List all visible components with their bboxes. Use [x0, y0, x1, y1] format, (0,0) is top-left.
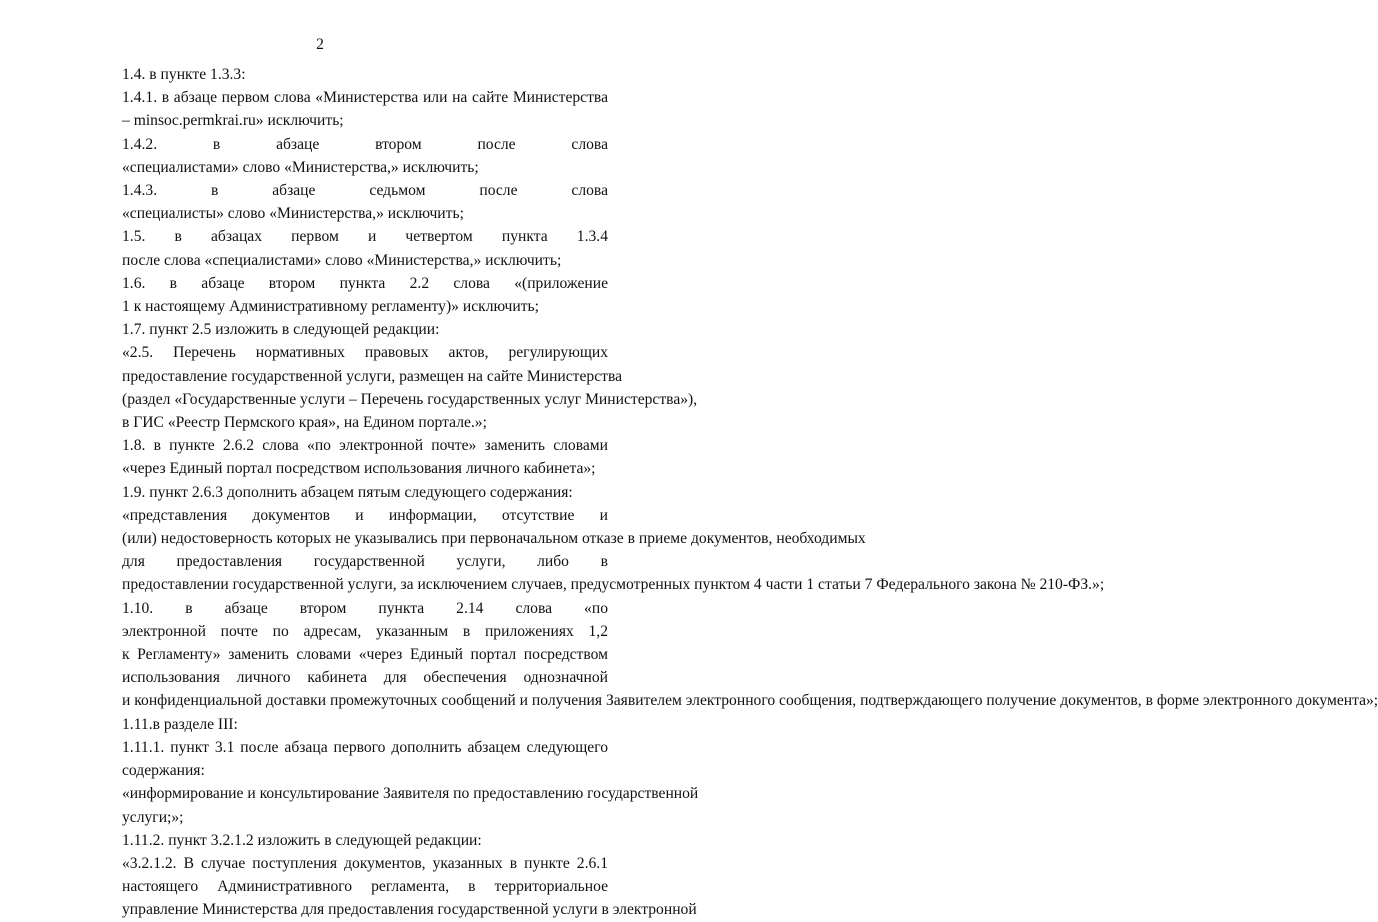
- text-line: – minsoc.permkrai.ru» исключить;: [122, 112, 344, 130]
- text-line: электронной почте по адресам, указанным в приложениях 1,2: [122, 622, 608, 640]
- text-line: 1.11.1. пункт 3.1 после абзаца первого дополнить абзацем следующего: [122, 738, 608, 756]
- text-line: и конфиденциальной доставки промежуточных сообщений и получения Заявителем электронного сообщения, подтверждающего получение документов, в форме электронного документа»;: [122, 692, 1378, 710]
- text-line: 1.6. в абзаце втором пункта 2.2 слова «(приложение: [122, 274, 608, 292]
- text-line: использования личного кабинета для обеспечения однозначной: [122, 669, 608, 687]
- text-line: предоставлении государственной услуги, за исключением случаев, предусмотренных пунктом 4 части 1 статьи 7 Федерального закона № 210-ФЗ.»;: [122, 576, 1105, 594]
- text-line: «специалистами» слово «Министерства,» исключить;: [122, 158, 479, 176]
- paragraph: [84, 272, 608, 318]
- text-line: предоставление государственной услуги, размещен на сайте Министерства: [122, 367, 623, 385]
- text-line: 1.4.3. в абзаце седьмом после слова: [122, 182, 608, 200]
- paragraph: 1.7. пункт 2.5 изложить в следующей редакции:: [122, 321, 440, 339]
- paragraph: [84, 782, 699, 828]
- text-line: управление Министерства для предоставления государственной услуги в электронной: [122, 901, 697, 919]
- text-line: «через Единый портал посредством использования личного кабинета»;: [122, 460, 596, 478]
- text-line: содержания:: [122, 762, 205, 780]
- text-line: к Регламенту» заменить словами «через Единый портал посредством: [122, 646, 608, 664]
- text-line: после слова «специалистами» слово «Министерства,» исключить;: [122, 251, 562, 269]
- paragraph: 1.11.2. пункт 3.2.1.2 изложить в следующей редакции:: [122, 831, 482, 849]
- paragraph: [84, 179, 608, 225]
- text-line: «2.5. Перечень нормативных правовых актов, регулирующих: [122, 344, 608, 362]
- text-line: в ГИС «Реестр Пермского края», на Едином портале.»;: [122, 414, 487, 432]
- text-line: «3.2.1.2. В случае поступления документов, указанных в пункте 2.6.1: [122, 854, 608, 872]
- paragraph: [84, 434, 608, 480]
- paragraph: [84, 736, 608, 782]
- text-line: (раздел «Государственные услуги – Перечень государственных услуг Министерства»),: [122, 390, 698, 408]
- text-line: настоящего Административного регламента, в территориальное: [122, 878, 608, 896]
- paragraph: 1.11.в разделе III:: [122, 715, 238, 733]
- document-body: [84, 63, 1378, 922]
- paragraph: 1.4. в пункте 1.3.3:: [122, 66, 246, 83]
- text-line: «информирование и консультирование Заявителя по предоставлению государственной: [122, 785, 699, 803]
- text-line: услуги;»;: [122, 808, 184, 826]
- text-line: 1.10. в абзаце втором пункта 2.14 слова «по: [122, 599, 608, 617]
- paragraph: [84, 133, 608, 179]
- text-line: 1 к настоящему Административному регламенту)» исключить;: [122, 298, 539, 316]
- paragraph: [84, 597, 1378, 713]
- paragraph: [84, 86, 608, 132]
- paragraph: [84, 341, 698, 434]
- text-line: (или) недостоверность которых не указывались при первоначальном отказе в приеме документов, необходимых: [122, 530, 866, 548]
- text-line: «специалисты» слово «Министерства,» исключить;: [122, 205, 464, 223]
- paragraph: 1.9. пункт 2.6.3 дополнить абзацем пятым следующего содержания:: [122, 483, 573, 501]
- paragraph: [84, 225, 608, 271]
- paragraph: [84, 504, 1105, 597]
- text-line: 1.5. в абзацах первом и четвертом пункта 1.3.4: [122, 228, 608, 246]
- text-line: 1.4.2. в абзаце втором после слова: [122, 135, 608, 153]
- text-line: 1.4.1. в абзаце первом слова «Министерства или на сайте Министерства: [122, 89, 608, 107]
- paragraph: [84, 852, 697, 922]
- text-line: 1.8. в пункте 2.6.2 слова «по электронной почте» заменить словами: [122, 437, 608, 455]
- page-number: 2: [316, 36, 324, 53]
- text-line: для предоставления государственной услуги, либо в: [122, 553, 608, 571]
- text-line: «представления документов и информации, отсутствие и: [122, 506, 608, 524]
